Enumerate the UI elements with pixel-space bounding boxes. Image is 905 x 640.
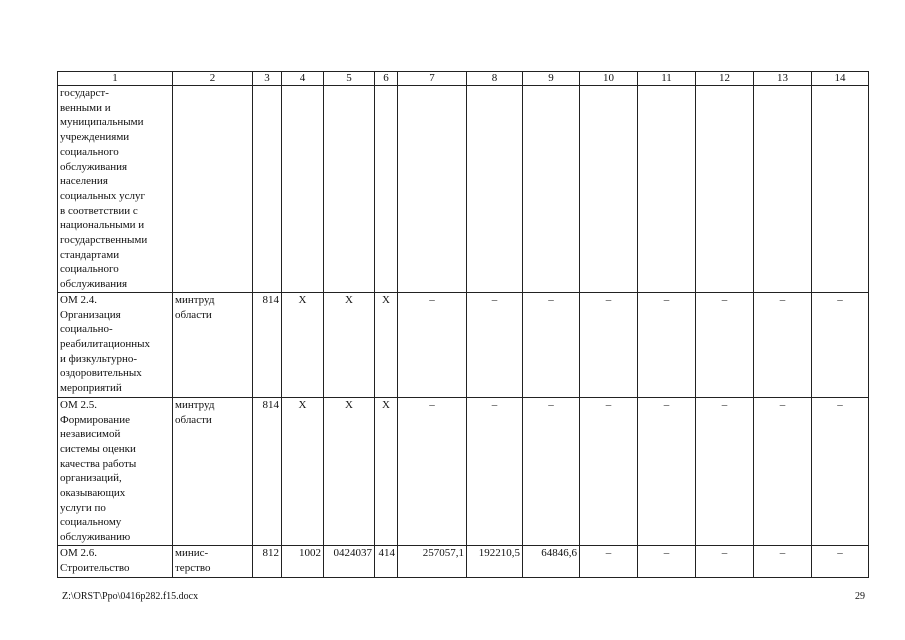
- table-cell: [812, 86, 869, 293]
- table-cell: Х: [282, 397, 324, 545]
- file-path-footer: Z:\ORST\Ppo\0416p282.f15.docx: [62, 591, 199, 602]
- table-cell: Х: [324, 397, 375, 545]
- column-number: 1: [58, 72, 173, 86]
- table-cell: 414: [375, 545, 398, 577]
- table-cell: –: [523, 397, 580, 545]
- column-number: 2: [173, 72, 253, 86]
- table-cell: –: [812, 397, 869, 545]
- column-number: 12: [696, 72, 754, 86]
- column-number: 6: [375, 72, 398, 86]
- table-cell: –: [754, 397, 812, 545]
- table-cell: –: [638, 545, 696, 577]
- measure-name: государст- венными и муниципальными учреждениями социального обслуживания населения социальных услуг в соответствии с национальными и государственными стандартами социального обслуживания: [58, 86, 173, 293]
- table-cell: –: [580, 545, 638, 577]
- table-cell: [580, 86, 638, 293]
- table-cell: –: [754, 545, 812, 577]
- table-cell: –: [696, 292, 754, 397]
- table-cell: [282, 86, 324, 293]
- responsible-executor: минис- терство: [173, 545, 253, 577]
- table-cell: –: [398, 397, 467, 545]
- table-cell: [324, 86, 375, 293]
- column-number: 3: [253, 72, 282, 86]
- table-cell: –: [580, 292, 638, 397]
- measure-name: ОМ 2.5. Формирование независимой системы оценки качества работы организаций, оказывающих услуги по социальному обслуживанию: [58, 397, 173, 545]
- table-cell: [375, 86, 398, 293]
- table-cell: 814: [253, 397, 282, 545]
- column-number: 13: [754, 72, 812, 86]
- table-cell: –: [638, 397, 696, 545]
- table-cell: [638, 86, 696, 293]
- table-row: [58, 545, 869, 577]
- responsible-executor: [173, 86, 253, 293]
- table-cell: [696, 86, 754, 293]
- table-cell: 812: [253, 545, 282, 577]
- table-cell: –: [523, 292, 580, 397]
- column-number: 7: [398, 72, 467, 86]
- table-cell: –: [467, 292, 523, 397]
- column-number: 9: [523, 72, 580, 86]
- column-number: 8: [467, 72, 523, 86]
- column-number: 10: [580, 72, 638, 86]
- table-cell: [467, 86, 523, 293]
- table-cell: [754, 86, 812, 293]
- table-cell: –: [696, 545, 754, 577]
- responsible-executor: минтруд области: [173, 292, 253, 397]
- table-cell: 0424037: [324, 545, 375, 577]
- column-number: 11: [638, 72, 696, 86]
- program-table: [57, 71, 869, 578]
- table-row: [58, 397, 869, 545]
- table-cell: 64846,6: [523, 545, 580, 577]
- column-number-row: [58, 72, 869, 86]
- column-number: 4: [282, 72, 324, 86]
- table-cell: –: [696, 397, 754, 545]
- table-cell: Х: [375, 292, 398, 397]
- table-row: [58, 86, 869, 293]
- table-cell: [398, 86, 467, 293]
- measure-name: ОМ 2.4. Организация социально- реабилитационных и физкультурно- оздоровительных мероприятий: [58, 292, 173, 397]
- table-cell: –: [812, 292, 869, 397]
- table-cell: Х: [282, 292, 324, 397]
- column-number: 5: [324, 72, 375, 86]
- table-cell: –: [754, 292, 812, 397]
- table-cell: 192210,5: [467, 545, 523, 577]
- table-cell: Х: [324, 292, 375, 397]
- table-cell: –: [398, 292, 467, 397]
- table-cell: –: [580, 397, 638, 545]
- page-number: 29: [855, 591, 865, 602]
- table-cell: Х: [375, 397, 398, 545]
- measure-name: ОМ 2.6. Строительство: [58, 545, 173, 577]
- table-cell: –: [467, 397, 523, 545]
- table-cell: [253, 86, 282, 293]
- responsible-executor: минтруд области: [173, 397, 253, 545]
- table-cell: [523, 86, 580, 293]
- table-cell: –: [638, 292, 696, 397]
- table-cell: –: [812, 545, 869, 577]
- column-number: 14: [812, 72, 869, 86]
- table-cell: 814: [253, 292, 282, 397]
- table-cell: 1002: [282, 545, 324, 577]
- table-cell: 257057,1: [398, 545, 467, 577]
- table-row: [58, 292, 869, 397]
